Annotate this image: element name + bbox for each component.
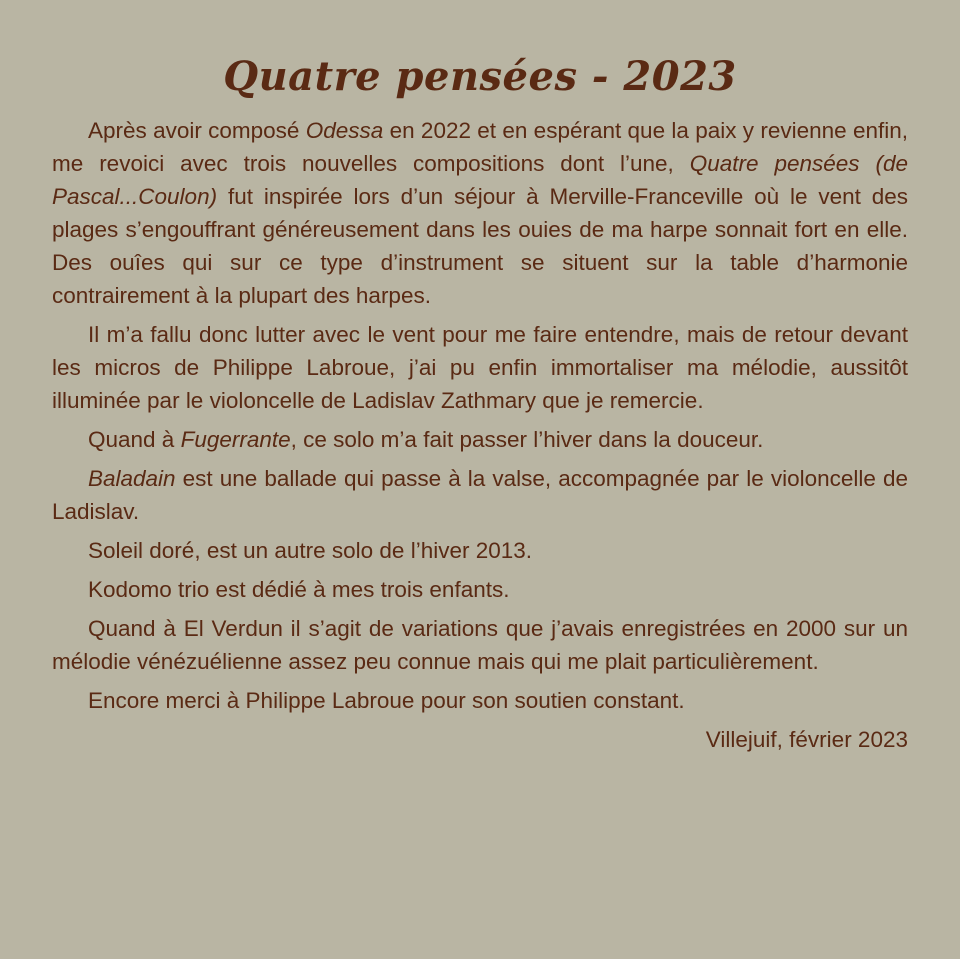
- page-title: Quatre pensées - 2023: [223, 53, 737, 100]
- paragraph-el-verdun: Quand à El Verdun il s’agit de variations que j’avais enregistrées en 2000 sur un mélodie vénézuélienne assez peu connue mais qui me plait particulièrement.: [52, 616, 908, 674]
- work-title-baladain: Baladain: [88, 466, 176, 491]
- text-run: en 2022 et en espérant que la paix y revienne enfin, me revoici avec trois nouvelles compositions dont l’une,: [52, 118, 908, 176]
- paragraph-soleil-dore: Soleil doré, est un autre solo de l’hiver 2013.: [88, 538, 533, 563]
- work-title-quatre-pensees: Quatre pensées (de Pascal...Coulon): [52, 151, 908, 209]
- paragraph-thanks: Encore merci à Philippe Labroue pour son soutien constant.: [88, 688, 685, 713]
- signature-place-date: Villejuif, février 2023: [705, 727, 908, 752]
- paragraph-kodomo-trio: Kodomo trio est dédié à mes trois enfants.: [88, 577, 510, 602]
- paragraph-odessa: [52, 114, 908, 312]
- work-title-fugerrante: Fugerrante: [180, 427, 291, 452]
- text-run: Quand à: [88, 427, 181, 452]
- work-title-odessa: Odessa: [305, 118, 384, 143]
- text-run: , ce solo m’a fait passer l’hiver dans la douceur.: [290, 427, 764, 452]
- paragraph-fugerrante: [52, 423, 908, 456]
- text-run: fut inspirée lors d’un séjour à Merville-Franceville où le vent des plages s’engouffrant généreusement dans les ouies de ma harpe sonnait fort en elle. Des ouîes qui sur ce type d’instrument se situent sur la table d’harmonie contrairement à la plupart des harpes.: [52, 184, 908, 308]
- paragraph-recording: Il m’a fallu donc lutter avec le vent pour me faire entendre, mais de retour devant les micros de Philippe Labroue, j’ai pu enfin immortaliser ma mélodie, aussitôt illuminée par le violoncelle de Ladislav Zathmary que je remercie.: [52, 322, 908, 413]
- text-run: Après avoir composé: [88, 118, 306, 143]
- paragraph-baladain: [52, 462, 908, 528]
- text-run: est une ballade qui passe à la valse, accompagnée par le violoncelle de Ladislav.: [52, 466, 908, 524]
